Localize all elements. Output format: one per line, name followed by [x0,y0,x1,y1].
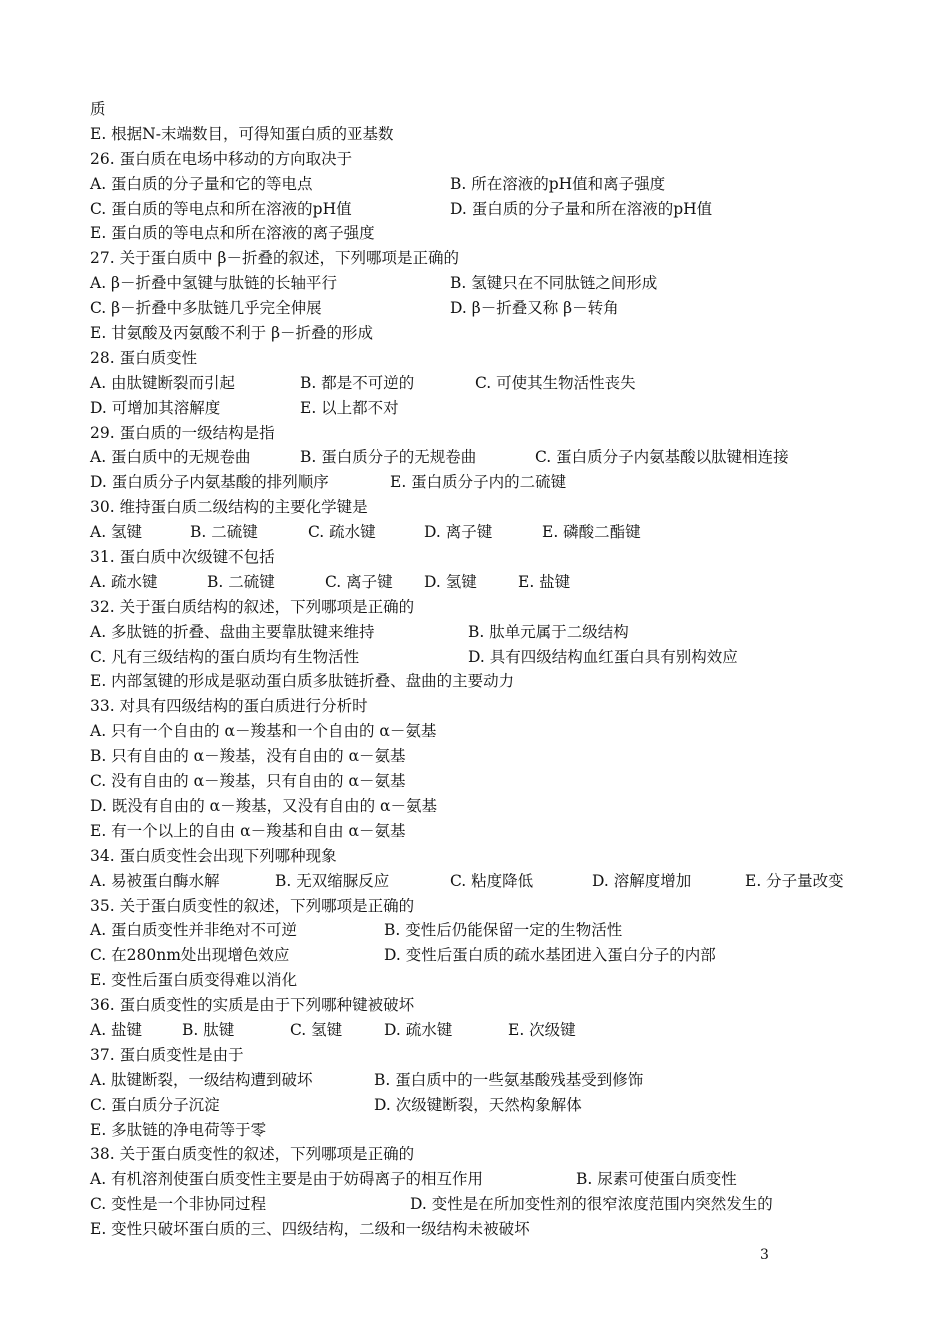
text-line [90,1118,890,1143]
text-line [90,595,890,620]
text-line [90,122,890,147]
text-line [90,396,890,421]
line-text: 32. 关于蛋白质结构的叙述，下列哪项是正确的 [90,597,415,616]
text-line [90,371,890,396]
text-line [90,1142,890,1167]
text-line [90,1167,890,1192]
text-line [90,819,890,844]
line-text: 37. 蛋白质变性是由于 [90,1045,244,1064]
option-text: C. 粘度降低 [450,871,534,890]
option-text: C. 蛋白质分子内氨基酸以肽键相连接 [535,448,789,467]
option-text: E. 次级键 [508,1020,576,1039]
line-text: 34. 蛋白质变性会出现下列哪种现象 [90,846,337,865]
text-line [90,844,890,869]
line-text: A. 多肽链的折叠、盘曲主要靠肽键来维持 [90,622,375,641]
option-text: C. 疏水键 [308,523,376,542]
line-text: A. 肽键断裂，一级结构遭到破坏 [90,1070,313,1089]
option-text: D. 变性后蛋白质的疏水基团进入蛋白分子的内部 [384,946,716,965]
line-text: E. 蛋白质的等电点和所在溶液的离子强度 [90,224,375,243]
line-text: C. 在280nm处出现增色效应 [90,946,290,965]
text-line [90,869,890,894]
line-text: 28. 蛋白质变性 [90,348,198,367]
text-line [90,495,890,520]
option-text: B. 无双缩脲反应 [275,871,390,890]
line-text: 质 [90,100,106,118]
option-text: D. 变性是在所加变性剂的很窄浓度范围内突然发生的 [410,1195,773,1214]
line-text: 26. 蛋白质在电场中移动的方向取决于 [90,149,353,168]
text-line [90,645,890,670]
line-text: C. 没有自由的 α－羧基，只有自由的 α－氨基 [90,772,406,791]
line-text: C. β－折叠中多肽链几乎完全伸展 [90,299,322,318]
option-text: B. 所在溶液的pH值和离子强度 [450,174,666,193]
line-text: C. 凡有三级结构的蛋白质均有生物活性 [90,647,360,666]
line-text: E. 内部氢键的形成是驱动蛋白质多肽链折叠、盘曲的主要动力 [90,672,515,691]
option-text: B. 二硫键 [207,572,275,591]
line-text: D. 可增加其溶解度 [90,398,221,417]
text-line [90,918,890,943]
line-text: B. 只有自由的 α－羧基，没有自由的 α－氨基 [90,747,406,766]
line-text: E. 多肽链的净电荷等于零 [90,1120,267,1139]
line-text: 36. 蛋白质变性的实质是由于下列哪种键被破坏 [90,996,415,1015]
option-text: C. 可使其生物活性丧失 [475,373,636,392]
line-text: E. 变性后蛋白质变得难以消化 [90,971,298,990]
option-text: D. 溶解度增加 [592,871,692,890]
option-text: C. 氢键 [290,1020,343,1039]
option-text: D. 疏水键 [384,1020,453,1039]
text-line [90,271,890,296]
line-text: D. 蛋白质分子内氨基酸的排列顺序 [90,473,329,492]
text-line [90,321,890,346]
text-line [90,346,890,371]
text-line [90,246,890,271]
option-text: D. 具有四级结构血红蛋白具有别构效应 [468,647,738,666]
line-text: D. 既没有自由的 α－羧基，又没有自由的 α－氨基 [90,796,438,815]
text-line [90,296,890,321]
line-text: 29. 蛋白质的一级结构是指 [90,423,275,442]
text-line [90,1043,890,1068]
text-line [90,943,890,968]
text-line [90,769,890,794]
line-text: A. β－折叠中氢键与肽链的长轴平行 [90,274,338,293]
line-text: 27. 关于蛋白质中 β－折叠的叙述，下列哪项是正确的 [90,249,459,268]
option-text: B. 蛋白质中的一些氨基酸残基受到修饰 [374,1070,644,1089]
option-text: B. 变性后仍能保留一定的生物活性 [384,921,623,940]
option-text: B. 二硫键 [190,523,258,542]
page-number: 3 [760,1247,769,1263]
option-text: E. 盐键 [518,572,571,591]
text-line [90,221,890,246]
option-text: E. 磷酸二酯键 [542,523,641,542]
option-text: C. 离子键 [325,572,393,591]
line-text: 31. 蛋白质中次级键不包括 [90,548,275,567]
line-text: 30. 维持蛋白质二级结构的主要化学键是 [90,498,368,517]
question-list [90,97,890,1242]
text-line [90,669,890,694]
option-text: D. β－折叠又称 β－转角 [450,299,619,318]
text-line [90,545,890,570]
line-text: A. 蛋白质的分子量和它的等电点 [90,174,313,193]
option-text: B. 都是不可逆的 [300,373,415,392]
line-text: E. 根据N-末端数目，可得知蛋白质的亚基数 [90,124,394,143]
line-text: A. 易被蛋白酶水解 [90,871,220,890]
line-text: A. 只有一个自由的 α－羧基和一个自由的 α－氨基 [90,722,437,741]
line-text: 33. 对具有四级结构的蛋白质进行分析时 [90,697,368,716]
text-line [90,97,890,122]
text-line [90,620,890,645]
line-text: A. 蛋白质变性并非绝对不可逆 [90,921,298,940]
line-text: E. 有一个以上的自由 α－羧基和自由 α－氨基 [90,821,406,840]
line-text: A. 有机溶剂使蛋白质变性主要是由于妨碍离子的相互作用 [90,1170,484,1189]
text-line [90,570,890,595]
option-text: D. 蛋白质的分子量和所在溶液的pH值 [450,199,713,218]
text-line [90,147,890,172]
line-text: A. 疏水键 [90,572,158,591]
text-line [90,968,890,993]
text-line [90,470,890,495]
text-line [90,894,890,919]
text-line [90,172,890,197]
line-text: A. 盐键 [90,1020,143,1039]
text-line [90,1093,890,1118]
text-line [90,520,890,545]
line-text: A. 蛋白质中的无规卷曲 [90,448,251,467]
text-line [90,719,890,744]
line-text: E. 甘氨酸及丙氨酸不利于 β－折叠的形成 [90,324,374,343]
text-line [90,744,890,769]
line-text: C. 变性是一个非协同过程 [90,1195,267,1214]
text-line [90,445,890,470]
option-text: B. 肽键 [182,1020,235,1039]
option-text: D. 次级键断裂，天然构象解体 [374,1095,582,1114]
text-line [90,1068,890,1093]
text-line [90,1192,890,1217]
option-text: B. 肽单元属于二级结构 [468,622,629,641]
option-text: E. 蛋白质分子内的二硫键 [390,473,567,492]
option-text: E. 分子量改变 [745,871,844,890]
line-text: A. 氢键 [90,523,143,542]
line-text: C. 蛋白质的等电点和所在溶液的pH值 [90,199,352,218]
line-text: 38. 关于蛋白质变性的叙述，下列哪项是正确的 [90,1145,415,1164]
option-text: B. 尿素可使蛋白质变性 [576,1170,737,1189]
option-text: B. 氢键只在不同肽链之间形成 [450,274,658,293]
text-line [90,1018,890,1043]
text-line [90,794,890,819]
text-line [90,694,890,719]
option-text: E. 以上都不对 [300,398,399,417]
line-text: A. 由肽键断裂而引起 [90,373,236,392]
text-line [90,197,890,222]
line-text: E. 变性只破坏蛋白质的三、四级结构，二级和一级结构未被破坏 [90,1220,530,1239]
text-line [90,993,890,1018]
option-text: D. 氢键 [424,572,477,591]
text-line [90,1217,890,1242]
line-text: C. 蛋白质分子沉淀 [90,1095,220,1114]
text-line [90,421,890,446]
line-text: 35. 关于蛋白质变性的叙述，下列哪项是正确的 [90,896,415,915]
option-text: B. 蛋白质分子的无规卷曲 [300,448,477,467]
option-text: D. 离子键 [424,523,493,542]
